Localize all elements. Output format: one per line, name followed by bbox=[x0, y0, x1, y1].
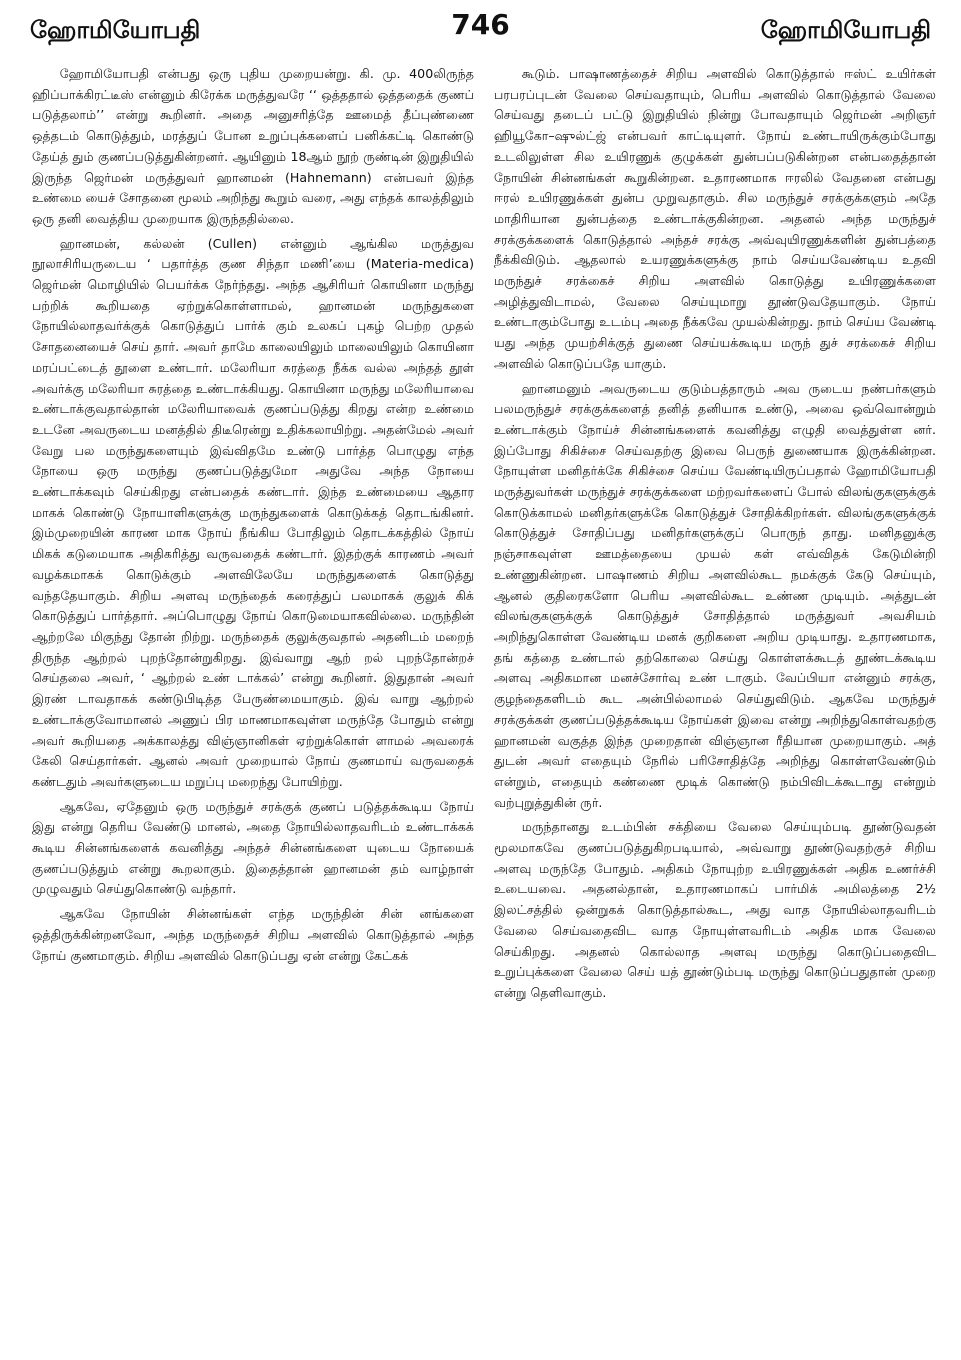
running-title-left: ஹோமியோபதி bbox=[30, 16, 201, 44]
paragraph: கூடும். பாஷாணத்தைச் சிறிய அளவில் கொடுத்தால் ஈஸ்ட் உயிர்கள் பரபரப்புடன் வேலை செய்வதாயும், பெரிய அளவில் கொடுத்தால் வேலை செய்வது தடைப் பட்டு இறுதியில் நின்று போவதாயும் ஜெர்மன் அறிஞர் ஹியூகோ–ஷுல்ட்ஜ் என்பவர் காட்டியுளர். நோய் உண்டாயிருக்கும்போது உடலிலுள்ள சில உயிரணுக் குழுக்கள் துன்பப்படுகின்றன என்பதைத்தான் நோயின் சின்னங்கள் கூறுகின்றன. உதாரணமாக ஈரலில் வேதனை என்பது ஈரல் உயிரணுக்கள் துன்ப முறுவதாகும். சில மருந்துச் சரக்குக்களும் அதே மாதிரியான துன்பத்தை உண்டாக்குகின்றன. அதனல் அந்த மருந்துச் சரக்குக்களைக் கொடுத்தால் அந்தச் சரக்கு அவ்வுயிரணுக்களின் துன்பத்தை நீக்கிவிடும். ஆதலால் உயரணுக்களுக்கு நாம் செய்யவேண்டிய உதவி மருந்துச் சரக்கைச் சிறிய அளவில் கொடுத்து உயிரணுக்களை அழித்துவிடாமல், வேலை செய்யுமாறு தூண்டுவதேயாகும். நோய் உண்டாகும்போது உடம்பு அதை நீக்கவே முயல்கின்றது. நாம் செய்ய வேண்டி யது அந்த முயற்சிக்குத் துணை செய்யக்கூடிய மருந் துச் சரக்கைச் சிறிய அளவில் கொடுப்பதே யாகும். bbox=[494, 66, 936, 371]
paragraph: மருந்தானது உடம்பின் சக்தியை வேலை செய்யும்படி தூண்டுவதன் மூலமாகவே குணப்படுத்துகிறபடியால், அவ்வாறு தூண்டுவதற்குச் சிறிய அளவு மருந்தே போதும். அதிகம் நோயுற்ற உயிரணுக்கள் அதிக உணர்ச்சி உடையவை. அதனல்தான், உதாரணமாகப் பார்மிக் அமிலத்தை 2½ இலட்சத்தில் ஒன்றுகக் கொடுத்தால்கூட, அது வாத நோயில்லாதவரிடம் வேலை செய்வதைவிட வாத நோயுள்ளவரிடம் அதிக மாக வேலை செய்கிறது. அதனல் கொல்லாத அளவு மருந்து கொடுப்பதைவிட உறுப்புக்களை வேலை செய் யத் தூண்டும்படி மருந்து கொடுப்பதுதான் முறை என்று தெளிவாகும். bbox=[494, 819, 936, 1000]
running-title-right: ஹோமியோபதி bbox=[760, 16, 931, 44]
paragraph: ஆகவே, ஏதேனும் ஒரு மருந்துச் சரக்குக் குணப் படுத்தக்கூடிய நோய் இது என்று தெரிய வேண்டு மானல், அதை நோயில்லாதவரிடம் உண்டாக்கக் கூடிய சின்னங்களைக் கவனித்து அந்தச் சின்னங்களை யுடைய நோயைக் குணப்படுத்தும் என்று கூறலாகும். இதைத்தான் ஹானமன் தம் வாழ்நாள் முழுவதும் செய்துகொண்டு வந்தார். bbox=[32, 798, 474, 897]
page-header bbox=[0, 0, 961, 60]
paragraph: ஆகவே நோயின் சின்னங்கள் எந்த மருந்தின் சின் னங்களை ஒத்திருக்கின்றனவோ, அந்த மருந்தைச் சிறிய அளவில் கொடுத்தால் அந்த நோய் குணமாகும். சிறிய அளவில் கொடுப்பது ஏன் என்று கேட்கக் bbox=[32, 906, 474, 963]
right-column bbox=[494, 64, 936, 1342]
paragraph: ஹோமியோபதி என்பது ஒரு புதிய முறையன்று. கி. மு. 400லிருந்த ஹிப்பாக்கிரட்டீஸ் என்னும் கிரேக்க மருத்துவரே ‘‘ ஒத்ததால் ஒத்ததைக் குணப் படுத்தலாம்’’ என்று கூறினர். அதை அனுசரித்தே ஊமைத் தீப்புண்ணை ஒத்தடம் கொடுத்தும், மரத்துப் போன உறுப்புக்களைப் பனிக்கட்டி கொண்டு தேய்த் தும் குணப்படுத்துகின்றனர். ஆயினும் 18ஆம் நூற் ருண்டின் இறுதியில் இருந்த ஜெர்மன் மருத்துவர் ஹானமன் (Hahnemann) என்பவர் இந்த உண்மை யைச் சோதனை மூலம் அறிந்து கூறும் வரை, அது எந்தக் காலத்திலும் ஒரு தனி வைத்திய முறையாக இருந்ததில்லை. bbox=[32, 66, 474, 226]
page-number: 746 bbox=[451, 8, 510, 41]
paragraph: ஹானமனும் அவருடைய குடும்பத்தாரும் அவ ருடைய நண்பர்களும் பலமருந்துச் சரக்குக்களைத் தனித் தனியாக உண்டு, அவை ஒவ்வொன்றும் உண்டாக்கும் நோய்ச் சின்னங்களைக் கவனித்து எழுதி வைத்துள்ள னர். இப்போது சிகிச்சை செய்வதற்கு இவை பெருந் துணையாக இருக்கின்றன. நோயுள்ள மனிதர்க்கே சிகிச்சை செய்ய வேண்டியிருப்பதால் ஹோமியோபதி மருத்துவர்கள் மருந்துச் சரக்குக்களை மற்றவர்களைப் போல் விலங்குகளுக்குக் கொடுக்காமல் மனிதர்களுக்கே கொடுத்துச் சோதிக்கிறர்கள். விலங்குகளுக்குக் கொடுத்துச் சோதிப்பது மனிதர்களுக்குப் பொருந் தாது. மனிதனுக்கு நஞ்சாகவுள்ள ஊமத்தையை முயல் கள் எவ்விதக் கேடுமின்றி உண்ணுகின்றன. பாஷாணம் சிறிய அளவில்கூட நமக்குக் கேடு செய்யும், ஆனல் குதிரைகளோ பெரிய அளவில்கூட உண்ண முடியும். அத்துடன் விலங்குகளுக்குக் கொடுத்துச் சோதித்தால் மருத்துவர் அவசியம் அறிந்துகொள்ள வேண்டிய மனக் குறிகளை அறிய முடியாது. உதாரணமாக, தங் கத்தை உண்டால் தற்கொலை செய்து கொள்ளக்கூடத் தூண்டக்கூடிய அளவு அதிகமான மனச்சோர்வு உண் டாகும். வேப்பியா என்னும் சரக்கு, குழந்தைகளிடம் கூட அன்பில்லாமல் செய்துவிடும். ஆகவே மருந்துச் சரக்குக்கள் குணப்படுத்தக்கூடிய நோய்கள் இவை என்று அறிந்துகொள்வதற்கு ஹானமன் வகுத்த இந்த முறைதான் விஞ்ஞான ரீதியான முறையாகும். அத் துடன் அவர் எதையும் நேரில் பரிசோதித்தே அறிந்து கொள்ளவேண்டும் என்றும், எதையும் கண்ணை மூடிக் கொண்டு நம்பிவிடக்கூடாது என்றும் வற்புறுத்துகின் ருர். bbox=[494, 380, 936, 810]
left-column bbox=[32, 64, 474, 1342]
paragraph: ஹானமன், கல்லன் (Cullen) என்னும் ஆங்கில மருத்துவ நூலாசிரியருடைய ‘ பதார்த்த குண சிந்தா மணி’யை (Materia-medica) ஜெர்மன் மொழியில் பெயர்க்க நேர்ந்தது. அந்த ஆசிரியர் கொயினா மருந்து பற்றிக் கூறியதை ஏற்றுக்கொள்ளாமல், ஹானமன் மருந்துகளை நோயில்லாதவர்க்குக் கொடுத்துப் பார்க் கும் உலகப் புகழ் பெற்ற முதல் சோதனையைச் செய் தார். அவர் தாமே காலையிலும் மாலையிலும் கொயினா மரப்பட்டைத் தூளை உண்டார். மலேரியா சுரத்தை நீக்க வல்ல அந்தத் தூள் அவர்க்கு மலேரியா சுரத்தை உண்டாக்கியது. கொயினா மருந்து மலேரியாவை உண்டாக்குவதால்தான் மலேரியாவைக் குணப்படுத்து கிறது என்ற உண்மை உடனே அவருடைய மனத்தில் திடீரென்று உதிக்கலாயிற்று. அதன்மேல் அவர் வேறு பல மருந்துகளையும் இவ்விதமே உண்டு பார்த்த பொழுது எந்த நோயை ஒரு மருந்து குணப்படுத்துமோ அதுவே அந்த நோயை உண்டாக்கவும் செய்கிறது என்பதைக் கண்டார். இந்த உண்மையை ஆதார மாகக் கொண்டு நோயாளிகளுக்கு மருந்துகளைக் கொடுக்கத் தொடங்கினர். இம்முறையின் காரண மாக நோய் நீங்கிய போதிலும் தொடக்கத்தில் நோய் மிகக் கடுமையாக அதிகரித்து வருவதைக் கண்டார். இதற்குக் காரணம் அவர் வழக்கமாகக் கொடுக்கும் அளவிலேயே மருந்துகளைக் கொடுத்து வந்ததேயாகும். சிறிய அளவு மருந்தைக் கரைத்துப் பலமாகக் குலுக் கிக் கொடுத்துப் பார்த்தார். அப்பொழுது நோய் கொடுமையாகவில்லை. மருந்தின் ஆற்றலே மிகுந்து தோன் றிற்று. மருந்தைக் குலுக்குவதால் அதனிடம் மறைந் திருந்த ஆற்றல் புறந்தோன்றுகிறது. இவ்வாறு ஆற் றல் புறந்தோன்றச் செய்தலை அவர், ‘ ஆற்றல் உண் டாக்கல்’ என்று கூறினர். இதுதான் அவர் இரண் டாவதாகக் கண்டுபிடித்த பேருண்மையாகும். இவ் வாறு ஆற்றல் உண்டாக்குவோமானல் அணுப் பிர மாணமாகவுள்ள மருந்தே போதும் என்று அவர் கூறியதை அக்காலத்து விஞ்ஞானிகள் ஏற்றுக்கொள் ளாமல் அவரைக் கேலி செய்தார்கள். ஆனல் அவர் முறையால் நோய் குணமாய் வருவதைக் கண்டதும் அவர்களுடைய மறுப்பு மறைந்து போயிற்று. bbox=[32, 235, 474, 789]
